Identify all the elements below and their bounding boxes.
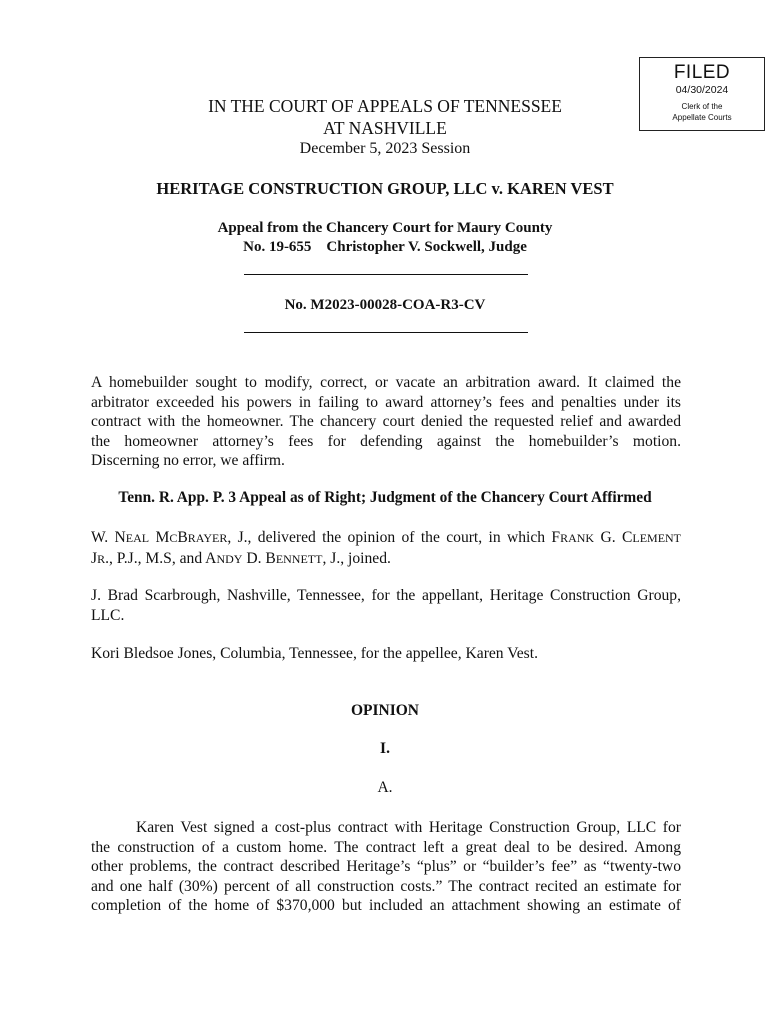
summary-line: A homebuilder sought to modify, correct, or vacate an arbitration award. It claimed the [91,374,681,391]
panel-smallcaps: RANK [560,531,595,545]
session-date: December 5, 2023 Session [299,140,471,157]
panel-text: D. B [242,549,276,567]
court-location: AT NASHVILLE [323,118,447,138]
stamp-clerk-line1: Clerk of the [681,102,723,111]
opinion-paragraph [91,818,681,916]
summary-paragraph [91,373,681,471]
rule-top [244,274,528,275]
counsel-line: J. Brad Scarbrough, Nashville, Tennessee, for the appellant, Heritage Construction Group, [91,587,681,604]
subsection-heading: A. [377,779,393,796]
panel-text: , J., joined. [322,549,391,567]
panel-text: G. C [594,529,633,546]
panel-text: J [91,549,98,567]
court-name: IN THE COURT OF APPEALS OF TENNESSEE [208,96,562,116]
rule-bottom [244,332,528,333]
case-number: No. M2023-00028-COA-R3-CV [284,297,486,313]
opinion-line: the construction of a custom home. The contract left a great deal to be desired. Among [91,838,681,856]
panel-paragraph [91,528,681,569]
panel-line-1 [91,528,681,549]
panel-smallcaps: LEMENT [632,531,682,545]
opinion-line: completion of the home of $370,000 but included an attachment showing an estimate of [91,897,681,914]
appellant-counsel [91,586,681,625]
docket-judge: No. 19-655 Christopher V. Sockwell, Judge [243,239,527,255]
summary-line: contract with the homeowner. The chancery court denied the requested relief and awarded [91,413,681,430]
panel-smallcaps: EAL [125,531,150,545]
stamp-clerk-line2: Appellate Courts [672,113,732,122]
counsel-line: Kori Bledsoe Jones, Columbia, Tennessee, for the appellee, Karen Vest. [91,645,538,662]
summary-line: the homeowner attorney’s fees for defending against the homebuilder’s motion. [91,432,681,450]
panel-text: ., P.J., M.S, and A [105,549,217,567]
panel-smallcaps: ENNETT [275,551,323,566]
panel-line-2 [91,549,681,570]
panel-text: W. N [91,529,126,546]
disposition: Tenn. R. App. P. 3 Appeal as of Right; Judgment of the Chancery Court Affirmed [118,489,652,506]
section-heading: I. [380,740,390,757]
appellee-counsel [91,644,681,664]
stamp-date: 04/30/2024 [675,84,729,96]
panel-text: , J., delivered the opinion of the court, in which F [227,529,561,546]
panel-smallcaps: C [169,531,178,545]
panel-smallcaps: RAYER [187,531,228,545]
opinion-heading: OPINION [350,702,420,719]
panel-text: M [149,529,170,546]
summary-line: arbitrator exceeded his powers in failing to award attorney’s fees and penalties under its [91,393,681,411]
case-title: HERITAGE CONSTRUCTION GROUP, LLC v. KAREN VEST [156,179,614,198]
opinion-line: and one half (30%) percent of all construction costs.” The contract recited an estimate for [91,877,681,895]
stamp-filed: FILED [673,62,731,83]
counsel-line: LLC. [91,606,125,624]
summary-line: Discerning no error, we affirm. [91,452,285,469]
panel-smallcaps: NDY [216,551,243,566]
appeal-line: Appeal from the Chancery Court for Maury County [217,220,553,236]
panel-smallcaps: R [97,551,106,566]
panel-text: B [177,529,188,546]
opinion-line: other problems, the contract described Heritage’s “plus” or “builder’s fee” as “twenty-two [91,858,681,875]
opinion-line: Karen Vest signed a cost-plus contract with Heritage Construction Group, LLC for [136,819,681,836]
